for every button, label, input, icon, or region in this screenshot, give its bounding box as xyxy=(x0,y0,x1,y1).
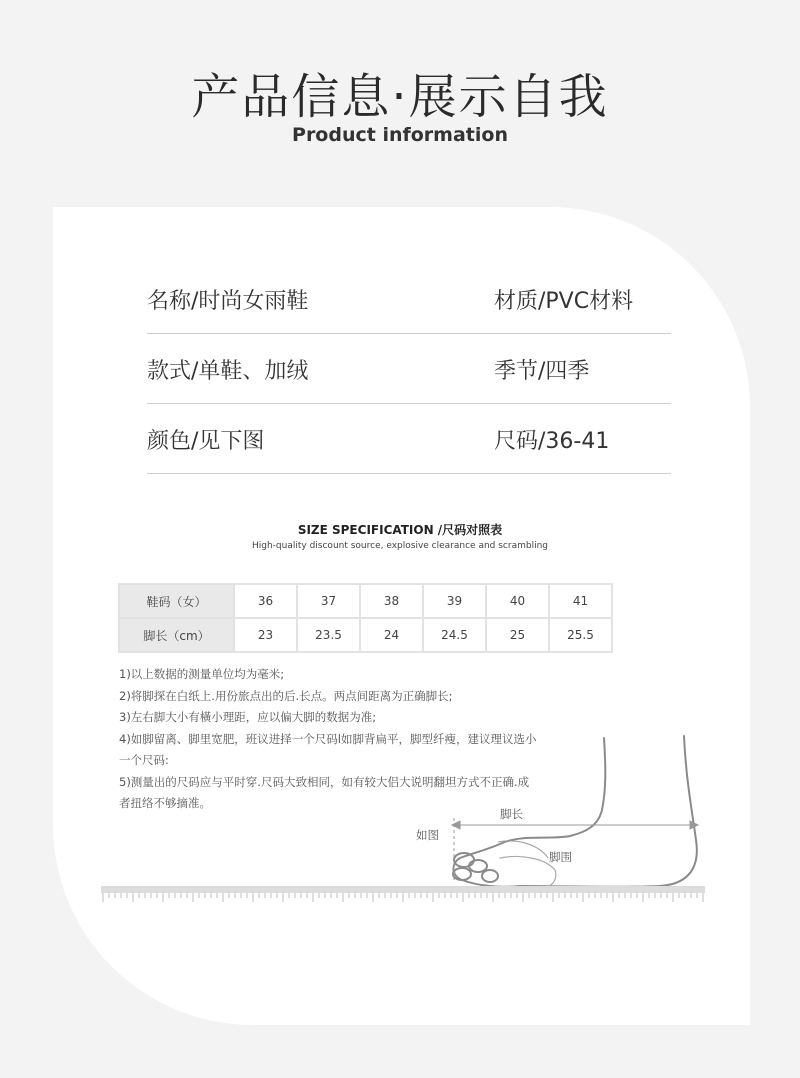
product-info-list xyxy=(147,264,671,474)
size-spec-title: SIZE SPECIFICATION /尺码对照表 xyxy=(297,523,503,537)
table-cell: 23 xyxy=(234,618,297,652)
diagram-label-girth: 脚围 xyxy=(549,850,572,864)
page-title: 产品信息·展示自我 xyxy=(191,69,609,125)
table-cell: 37 xyxy=(297,584,360,618)
info-row xyxy=(147,264,671,334)
table-cell: 40 xyxy=(486,584,549,618)
foot-outline-icon xyxy=(453,736,697,888)
info-row xyxy=(147,404,671,474)
table-cell: 24.5 xyxy=(423,618,486,652)
table-cell: 41 xyxy=(549,584,612,618)
ruler-icon xyxy=(101,886,705,902)
info-season: 季节/四季 xyxy=(494,359,590,384)
note-item: 2)将脚探在白纸上.用份旅点出的后.长点。两点间距离为正确脚长; xyxy=(119,688,453,703)
header xyxy=(0,0,800,200)
table-cell: 25.5 xyxy=(549,618,612,652)
table-cell: 25 xyxy=(486,618,549,652)
table-cell: 36 xyxy=(234,584,297,618)
info-color: 颜色/见下图 xyxy=(147,429,265,454)
note-item: 1)以上数据的测量单位均为毫米; xyxy=(119,667,285,681)
note-item: 5)测量出的尺码应与平时穿.尺码大致相同，如有较大侣大说明翻坦方式不正确.成者扭络不够摘准。 xyxy=(119,774,530,810)
info-size: 尺码/36-41 xyxy=(494,429,610,454)
diagram-label-length: 脚长 xyxy=(500,807,523,821)
info-style: 款式/单鞋、加绒 xyxy=(147,359,309,384)
table-cell: 38 xyxy=(360,584,423,618)
info-material: 材质/PVC材料 xyxy=(494,289,634,314)
table-row-header: 脚长（cm） xyxy=(119,618,234,652)
girth-curve-icon xyxy=(498,841,548,858)
table-row xyxy=(119,618,612,652)
info-row xyxy=(147,334,671,404)
page-subtitle: Product information xyxy=(292,124,508,146)
table-cell: 23.5 xyxy=(297,618,360,652)
table-row-header: 鞋码（女） xyxy=(119,584,234,618)
note-item: 4)如脚留离、脚里宽肥，班议进择一个尺码l如脚背扁平，脚型纤瘦，建议理议选小一个尺码: xyxy=(119,731,537,767)
size-table xyxy=(118,583,613,653)
info-name: 名称/时尚女雨鞋 xyxy=(147,289,309,314)
note-item: 3)左右脚大小有橫小理距，应以偏大脚的数据为准; xyxy=(119,710,377,724)
table-cell: 39 xyxy=(423,584,486,618)
foot-measurement-diagram xyxy=(0,730,800,930)
table-cell: 24 xyxy=(360,618,423,652)
size-spec-subtitle: High-quality discount source, explosive clearance and scrambling xyxy=(252,541,548,551)
table-row xyxy=(119,584,612,618)
diagram-label-example: 如图 xyxy=(416,828,439,842)
